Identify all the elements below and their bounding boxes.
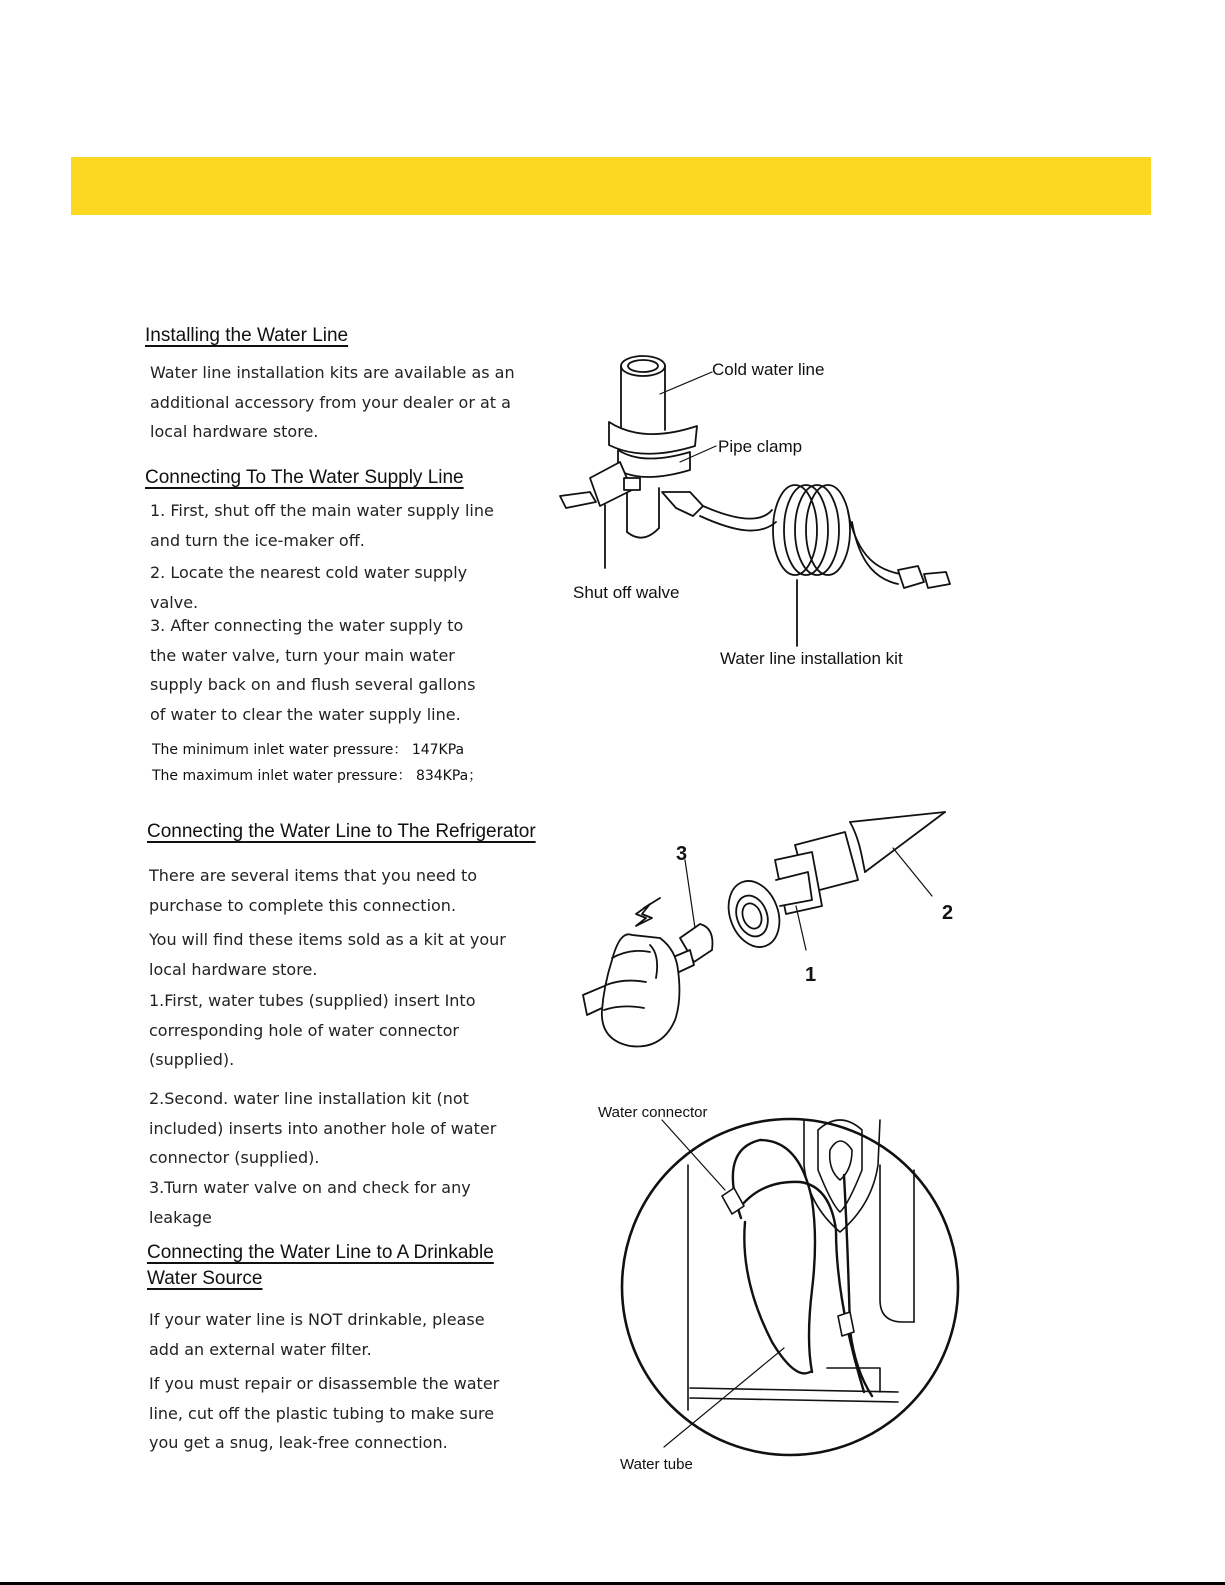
- water-connector-illustration: [722, 1188, 854, 1336]
- callout-3: 3: [676, 843, 688, 865]
- text-line: purchase to complete this connection.: [149, 895, 457, 915]
- figure-connector-detail: [622, 1119, 958, 1455]
- label-pipe-clamp: Pipe clamp: [718, 437, 803, 456]
- heading-water-supply-line: Connecting To The Water Supply Line: [145, 467, 464, 488]
- text-line: 1. First, shut off the main water supply line: [150, 501, 494, 520]
- text-line: corresponding hole of water connector: [149, 1020, 459, 1040]
- text-line: additional accessory from your dealer or at a: [150, 392, 511, 412]
- figure3-leader-lines: [662, 1120, 784, 1447]
- shut-off-valve-illustration: [560, 462, 640, 568]
- text-line: connector (supplied).: [149, 1148, 320, 1167]
- figure-water-supply: [560, 356, 950, 646]
- text-line: local hardware store.: [150, 422, 319, 441]
- text-line: of water to clear the water supply line.: [150, 704, 461, 724]
- text-line: There are several items that you need to: [149, 866, 478, 885]
- min-pressure: The minimum inlet water pressure： 147KPa: [152, 742, 465, 758]
- text-line: 3. After connecting the water supply to: [150, 616, 464, 635]
- figure-quick-connector: [583, 812, 945, 1046]
- heading-line: Connecting the Water Line to A Drinkable: [147, 1242, 494, 1263]
- text-line: You will find these items sold as a kit at your: [149, 930, 506, 949]
- text-line: leakage: [149, 1207, 212, 1227]
- label-water-tube: Water tube: [620, 1456, 693, 1473]
- text-line: local hardware store.: [149, 959, 318, 979]
- text-line: 3.Turn water valve on and check for any: [149, 1178, 471, 1197]
- text-line: you get a snug, leak-free connection.: [149, 1433, 448, 1452]
- water-line-coil-illustration: [662, 485, 950, 646]
- text-line: and turn the ice-maker off.: [150, 530, 365, 550]
- max-pressure: The maximum inlet water pressure： 834KPa；: [152, 768, 483, 784]
- water-tube-illustration: [733, 1140, 872, 1396]
- text-line: 2. Locate the nearest cold water supply: [150, 563, 468, 582]
- callout-2: 2: [942, 902, 954, 924]
- text-line: (supplied).: [149, 1050, 235, 1069]
- heading-installing-water-line: Installing the Water Line: [145, 325, 349, 346]
- text-line: supply back on and flush several gallons: [150, 675, 476, 694]
- heading-line: Water Source: [147, 1268, 263, 1289]
- text-line: the water valve, turn your main water: [150, 645, 455, 665]
- connector-fitting-illustration: [720, 832, 858, 954]
- label-cold-water-line: Cold water line: [712, 360, 825, 379]
- text-line: Water line installation kits are available as an: [150, 363, 515, 382]
- pull-arrow-icon: [636, 898, 660, 926]
- text-line: 1.First, water tubes (supplied) insert Into: [149, 991, 476, 1010]
- refrigerator-tube-illustration: [850, 812, 945, 872]
- text-line: If your water line is NOT drinkable, please: [149, 1310, 485, 1329]
- text-line: add an external water filter.: [149, 1339, 372, 1359]
- label-water-connector: Water connector: [598, 1104, 708, 1121]
- text-line: valve.: [150, 592, 199, 612]
- text-line: If you must repair or disassemble the water: [149, 1374, 500, 1393]
- callout-1: 1: [805, 964, 817, 986]
- text-line: included) inserts into another hole of water: [149, 1118, 497, 1138]
- label-installation-kit: Water line installation kit: [720, 649, 903, 668]
- text-line: line, cut off the plastic tubing to make sure: [149, 1403, 495, 1423]
- hand-with-tube-illustration: [583, 924, 713, 1046]
- text-line: 2.Second. water line installation kit (not: [149, 1089, 469, 1108]
- heading-refrigerator-connection: Connecting the Water Line to The Refrigerator: [147, 821, 536, 842]
- refrigerator-back-illustration: [688, 1120, 914, 1410]
- label-shut-off-valve: Shut off walve: [573, 583, 680, 602]
